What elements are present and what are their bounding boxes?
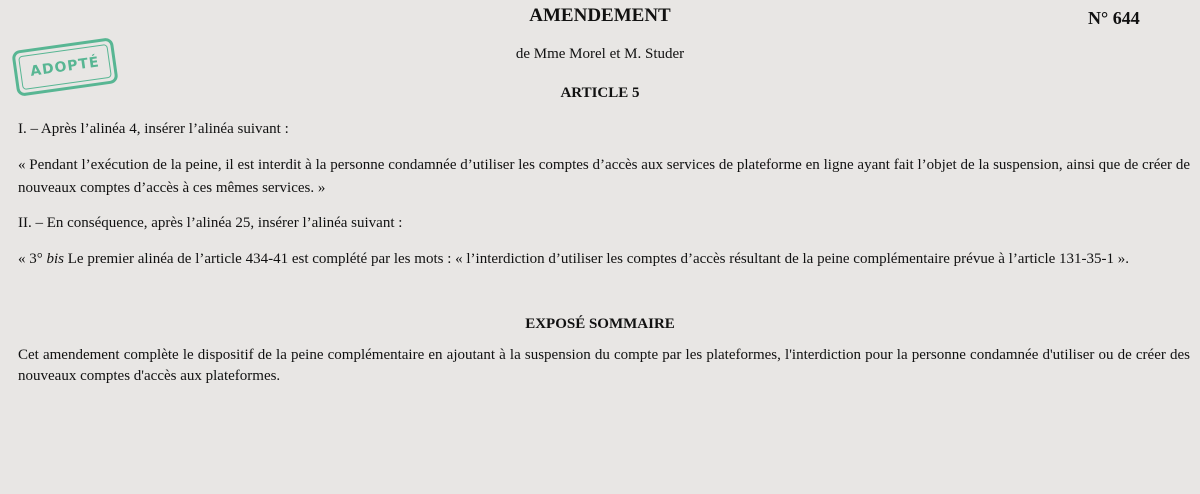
paragraph-1: I. – Après l’alinéa 4, insérer l’alinéa suivant : [18, 121, 289, 137]
paragraph-2: « Pendant l’exécution de la peine, il est interdit à la personne condamnée d’utiliser les comptes d’accès aux services de plateforme en ligne ayant fait l’objet de la suspension, ainsi que de créer de nouveaux comptes d’accès à ces mêmes services. » [18, 157, 1190, 196]
paragraph-4-italic: bis [46, 251, 65, 267]
article-heading: ARTICLE 5 [560, 85, 640, 101]
stamp-label: ADOPTÉ [29, 54, 101, 80]
authors-line: de Mme Morel et M. Studer [515, 46, 685, 62]
paragraph-4-prefix: « 3° [18, 251, 43, 267]
paragraph-4-text: Le premier alinéa de l’article 434-41 est complété par les mots : « l’interdiction d’utiliser les comptes d’accès résultant de la peine complémentaire prévue à l’article 131-35-1 ». [67, 251, 1130, 267]
document-title: AMENDEMENT [529, 5, 671, 26]
paragraph-3: II. – En conséquence, après l’alinéa 25, insérer l’alinéa suivant : [18, 215, 403, 231]
amendment-number: N° 644 [1088, 8, 1140, 28]
paragraph-4 [18, 248, 1190, 271]
expose-sommaire-text: Cet amendement complète le dispositif de la peine complémentaire en ajoutant à la suspension du compte par les plateformes, l'interdiction pour la personne condamnée d'utiliser ou de créer des nouveaux comptes d'accès aux plateformes. [18, 347, 1190, 384]
expose-sommaire-heading: EXPOSÉ SOMMAIRE [525, 316, 675, 332]
